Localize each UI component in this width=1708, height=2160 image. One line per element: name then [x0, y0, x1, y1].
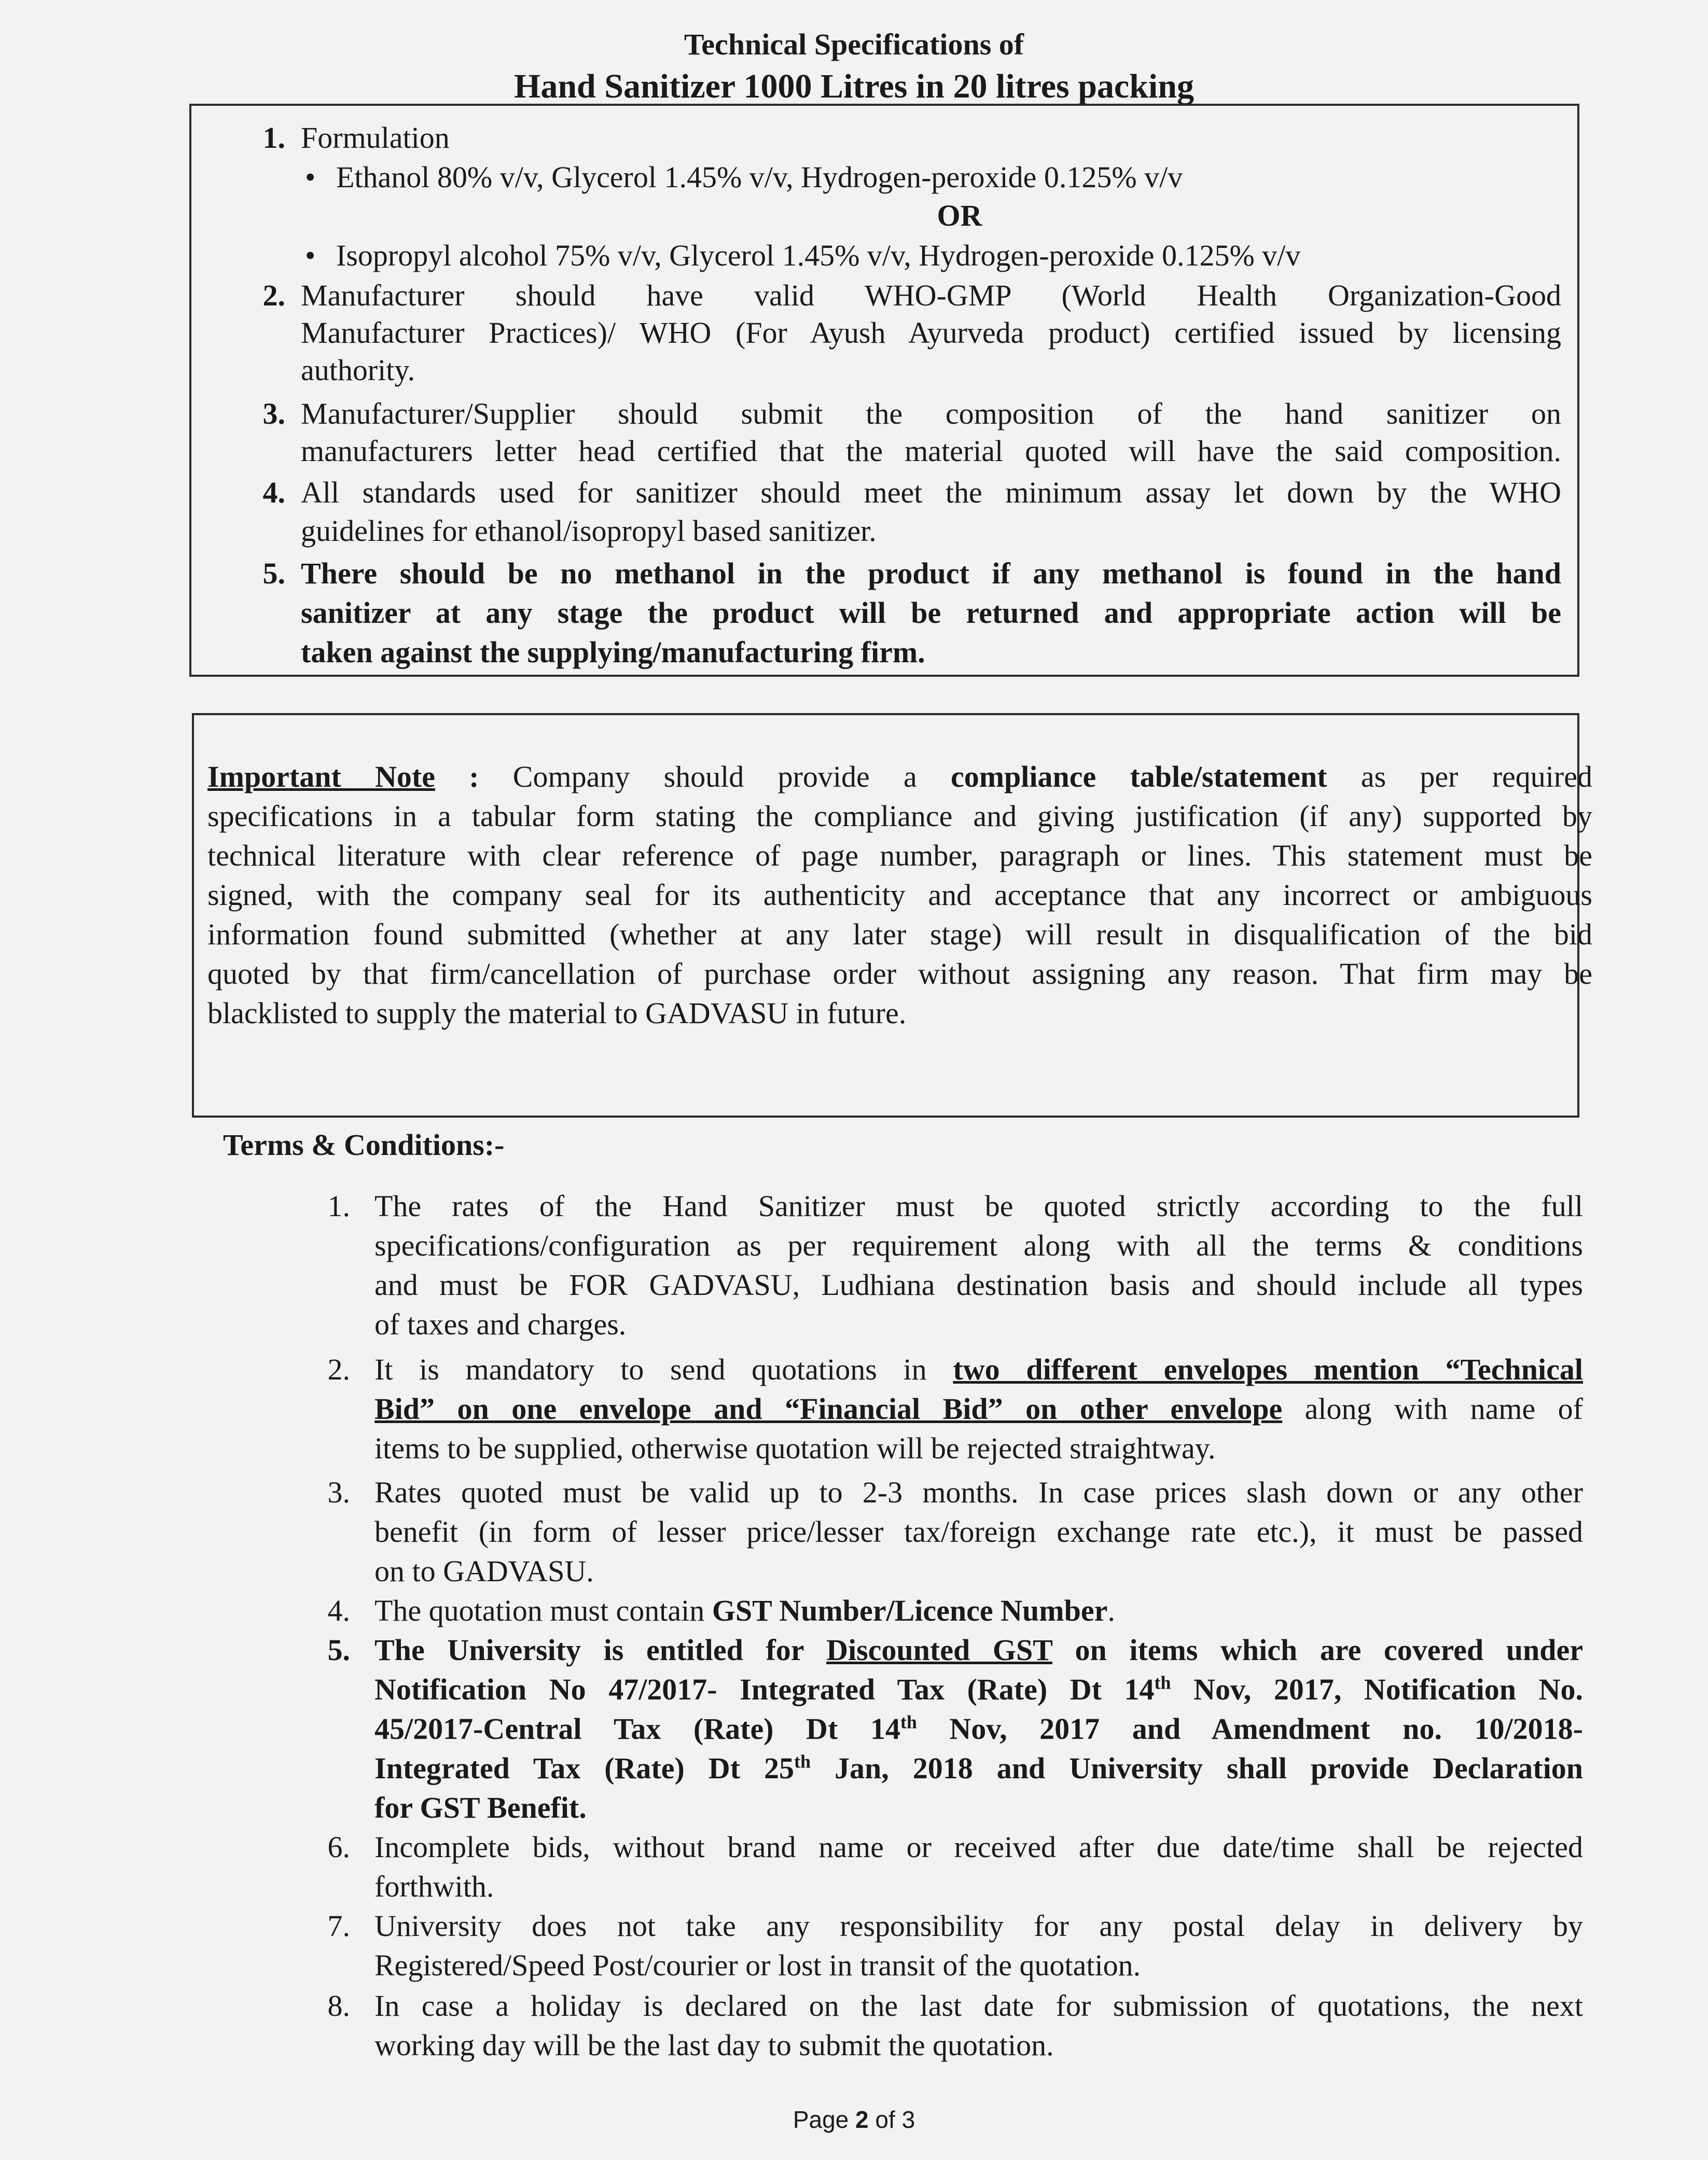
important-note-line: signed, with the company seal for its authenticity and acceptance that any incorrect or ambiguous — [207, 878, 1592, 912]
spec-number: 1. — [262, 121, 285, 155]
term-text: and must be FOR GADVASU, Ludhiana destination basis and should include all types — [374, 1268, 1583, 1302]
spec-number: 5. — [262, 556, 285, 590]
term-text: Rates quoted must be valid up to 2-3 months. In case prices slash down or any other — [374, 1475, 1583, 1509]
terms-heading: Terms & Conditions:- — [223, 1128, 505, 1162]
spec-item-methanol-warning: sanitizer at any stage the product will be returned and appropriate action will be — [301, 596, 1561, 630]
term-number: 7. — [327, 1909, 350, 1943]
term-text: specifications/configuration as per requirement along with all the terms & conditions — [374, 1229, 1583, 1262]
envelope-instruction: two different envelopes mention “Technical — [953, 1353, 1584, 1386]
discounted-gst-emphasis: Discounted GST — [826, 1633, 1052, 1667]
term-text — [374, 1709, 1583, 1749]
term-text — [374, 1749, 1583, 1788]
important-note-line: technical literature with clear reference of page number, paragraph or lines. This statement must be — [207, 839, 1592, 872]
term-text — [374, 1389, 1583, 1429]
term-text — [374, 1670, 1583, 1709]
term-number: 2. — [327, 1353, 350, 1386]
term-number: 4. — [327, 1594, 350, 1627]
important-note-line: specifications in a tabular form stating the compliance and giving justification (if any) supported by — [207, 799, 1592, 833]
term-number: 5. — [327, 1633, 350, 1667]
spec-item-text: All standards used for sanitizer should meet the minimum assay let down by the WHO — [301, 476, 1561, 509]
document-subtitle: Hand Sanitizer 1000 Litres in 20 litres packing — [514, 67, 1194, 105]
note-text: as per required — [1327, 760, 1592, 793]
term-text: University does not take any responsibility for any postal delay in delivery by — [374, 1909, 1583, 1943]
term-text-part: Integrated Tax (Rate) Dt 25 — [374, 1751, 794, 1785]
term-text-part: Nov, 2017 and Amendment no. 10/2018- — [917, 1712, 1583, 1746]
ordinal-suffix: th — [900, 1711, 917, 1733]
gst-number-emphasis: GST Number/Licence Number — [712, 1594, 1108, 1627]
spec-item-text: manufacturers letter head certified that the material quoted will have the said composition. — [301, 434, 1561, 468]
page-number — [0, 2106, 1708, 2134]
spec-item-text: guidelines for ethanol/isopropyl based sanitizer. — [301, 514, 877, 548]
term-text — [374, 1631, 1583, 1670]
envelope-instruction: Bid” on one envelope and “Financial Bid” on other envelope — [374, 1392, 1283, 1426]
spec-item-text: Manufacturer should have valid WHO-GMP (World Health Organization-Good — [301, 278, 1561, 312]
term-text-part: . — [1107, 1594, 1115, 1627]
formulation-option-ethanol: Ethanol 80% v/v, Glycerol 1.45% v/v, Hydrogen-peroxide 0.125% v/v — [336, 160, 1183, 194]
term-text — [374, 1350, 1583, 1389]
term-number: 1. — [327, 1189, 350, 1223]
spec-item-text: authority. — [301, 353, 415, 387]
spec-item-methanol-warning: There should be no methanol in the product if any methanol is found in the hand — [301, 556, 1561, 590]
term-text-part: Nov, 2017, Notification No. — [1171, 1673, 1584, 1706]
term-text-part: on items which are covered under — [1052, 1633, 1584, 1667]
document-title: Technical Specifications of — [684, 27, 1024, 61]
bullet-icon: • — [305, 160, 316, 194]
page-total: 3 — [901, 2106, 915, 2133]
term-text: forthwith. — [374, 1870, 494, 1903]
term-text: In case a holiday is declared on the last date for submission of quotations, the next — [374, 1989, 1583, 2023]
important-note-line: quoted by that firm/cancellation of purchase order without assigning any reason. That firm may be — [207, 957, 1592, 991]
note-text: Company should provide a — [512, 760, 951, 793]
term-text: of taxes and charges. — [374, 1307, 627, 1341]
spec-item-text: Manufacturer Practices)/ WHO (For Ayush Ayurveda product) certified issued by licensing — [301, 316, 1561, 350]
term-number: 3. — [327, 1475, 350, 1509]
spec-item-formulation: Formulation — [301, 121, 450, 155]
formulation-option-isopropyl: Isopropyl alcohol 75% v/v, Glycerol 1.45% v/v, Hydrogen-peroxide 0.125% v/v — [336, 239, 1301, 272]
term-text: on to GADVASU. — [374, 1554, 594, 1588]
term-text: items to be supplied, otherwise quotation will be rejected straightway. — [374, 1431, 1216, 1465]
term-text-part: along with name of — [1282, 1392, 1583, 1426]
bullet-icon: • — [305, 239, 316, 272]
term-text-part: The University is entitled for — [374, 1633, 827, 1667]
term-text: The rates of the Hand Sanitizer must be quoted strictly according to the full — [374, 1189, 1583, 1223]
term-text-part: 45/2017-Central Tax (Rate) Dt 14 — [374, 1712, 900, 1746]
term-text: for GST Benefit. — [374, 1791, 587, 1824]
ordinal-suffix: th — [794, 1751, 811, 1772]
term-text-part: Notification No 47/2017- Integrated Tax (Rate) Dt 14 — [374, 1673, 1155, 1706]
spec-number: 2. — [262, 278, 285, 312]
important-note-line — [207, 757, 1592, 797]
compliance-table-emphasis: compliance table/statement — [950, 760, 1327, 793]
spec-number: 3. — [262, 397, 285, 430]
page-label: Page — [793, 2106, 856, 2133]
term-text-part: It is mandatory to send quotations in — [374, 1353, 953, 1386]
term-number: 8. — [327, 1989, 350, 2023]
term-text-part: Jan, 2018 and University shall provide Declaration — [811, 1751, 1583, 1785]
page-separator: of — [868, 2106, 902, 2133]
spec-number: 4. — [262, 476, 285, 509]
term-text — [374, 1591, 1115, 1631]
term-number: 6. — [327, 1830, 350, 1864]
term-text: Incomplete bids, without brand name or received after due date/time shall be rejected — [374, 1830, 1583, 1864]
term-text: benefit (in form of lesser price/lesser tax/foreign exchange rate etc.), it must be passed — [374, 1515, 1583, 1549]
important-note-line: blacklisted to supply the material to GADVASU in future. — [207, 996, 907, 1030]
term-text-part: The quotation must contain — [374, 1594, 712, 1627]
important-note-colon: : — [435, 760, 513, 793]
term-text: Registered/Speed Post/courier or lost in transit of the quotation. — [374, 1948, 1141, 1982]
term-text: working day will be the last day to submit the quotation. — [374, 2028, 1054, 2062]
spec-item-text: Manufacturer/Supplier should submit the composition of the hand sanitizer on — [301, 397, 1561, 430]
important-note-label: Important Note — [207, 760, 435, 793]
ordinal-suffix: th — [1154, 1672, 1171, 1693]
or-separator: OR — [937, 199, 982, 232]
spec-item-methanol-warning: taken against the supplying/manufacturing firm. — [301, 635, 925, 669]
page-current: 2 — [855, 2106, 869, 2133]
important-note-line: information found submitted (whether at any later stage) will result in disqualification of the bid — [207, 917, 1592, 951]
